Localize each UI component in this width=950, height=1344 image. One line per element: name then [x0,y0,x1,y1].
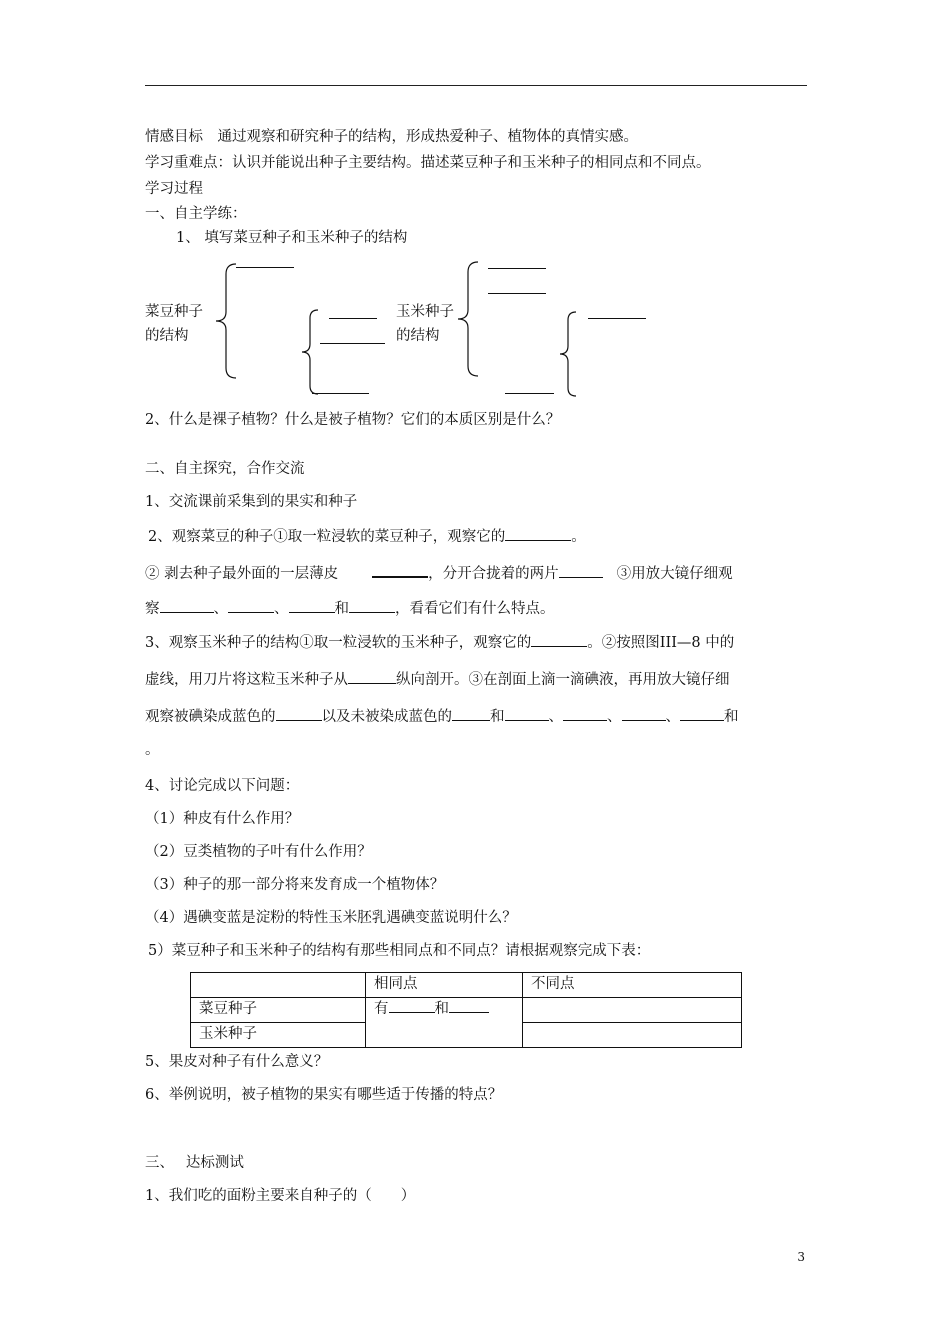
section-heading: 学习过程 [145,181,203,197]
question: （3）种子的那一部分将来发育成一个植物体？ [145,877,445,893]
text-line: 观察被碘染成蓝色的 以及未被染成蓝色的 和 、 、 、 和 [145,706,739,726]
page-number: 3 [797,1250,805,1264]
text-line: 。 [145,742,160,758]
answer-blank[interactable] [588,318,646,319]
answer-blank[interactable] [236,267,294,268]
table-row-label: 玉米种子 [191,1023,366,1048]
text-line: 4、讨论完成以下问题： [145,778,300,794]
answer-blank[interactable] [160,598,214,613]
section-heading: 三、 达标测试 [145,1155,244,1171]
table-cell [191,973,366,998]
answer-blank[interactable] [505,393,554,394]
table-cell-diff[interactable] [523,1023,742,1048]
diagram-label: 菜豆种子 [145,304,203,320]
text-line: 察 、 、 和 ，看看它们有什么特点。 [145,598,555,618]
question: 5）菜豆种子和玉米种子的结构有那些相同点和不同点？请根据观察完成下表： [148,943,651,959]
question: （2）豆类植物的子叶有什么作用？ [145,844,372,860]
answer-blank[interactable] [349,598,395,613]
question: （1）种皮有什么作用？ [145,811,300,827]
text-line: 情感目标 通过观察和研究种子的结构，形成热爱种子、植物体的真情实感。 [145,129,638,145]
answer-blank[interactable] [449,998,489,1013]
section-heading: 二、自主探究，合作交流 [145,461,305,477]
header-rule [145,85,807,86]
diagram-label: 玉米种子 [396,304,454,320]
table-header: 相同点 [366,973,523,998]
table-cell-same[interactable]: 有 和 [366,998,523,1048]
text-line: 1、交流课前采集到的果实和种子 [145,494,358,510]
table-header: 不同点 [523,973,742,998]
answer-blank[interactable] [563,706,607,721]
answer-blank[interactable] [228,598,274,613]
brace-corn-inner [558,310,578,398]
table-row-label: 菜豆种子 [191,998,366,1023]
answer-blank[interactable] [289,598,335,613]
answer-blank[interactable] [452,706,490,721]
comparison-table [190,972,742,1048]
answer-blank[interactable] [488,268,546,269]
answer-blank[interactable] [505,706,549,721]
diagram-label: 的结构 [145,328,189,344]
answer-blank[interactable] [320,343,385,344]
text-line: 虚线，用刀片将这粒玉米种子从 纵向剖开。③在剖面上滴一滴碘液，再用放大镜仔细 [145,669,730,689]
text-line: 2、观察菜豆的种子①取一粒浸软的菜豆种子，观察它的 。 [148,526,586,546]
diagram-label: 的结构 [396,328,440,344]
answer-blank[interactable] [276,706,322,721]
answer-blank[interactable] [531,632,587,647]
answer-blank[interactable] [680,706,724,721]
answer-blank[interactable] [348,669,396,684]
question: 1、我们吃的面粉主要来自种子的（ ） [145,1188,416,1204]
text-line: 3、观察玉米种子的结构①取一粒浸软的玉米种子，观察它的 。②按照图III—8 中的 [145,632,734,652]
answer-blank[interactable] [389,998,435,1013]
question: 2、什么是裸子植物？什么是被子植物？它们的本质区别是什么？ [145,412,561,428]
text-line: 学习重难点：认识并能说出种子主要结构。描述菜豆种子和玉米种子的相同点和不同点。 [145,155,711,171]
section-heading: 一、自主学练： [145,206,247,222]
answer-blank[interactable] [505,526,571,541]
question: 5、果皮对种子有什么意义？ [145,1054,329,1070]
answer-blank[interactable] [329,318,377,319]
question: （4）遇碘变蓝是淀粉的特性玉米胚乳遇碘变蓝说明什么？ [145,910,517,926]
brace-bean [214,262,238,380]
brace-bean-inner [300,308,320,396]
question: 6、举例说明，被子植物的果实有哪些适于传播的特点？ [145,1087,503,1103]
text-line: ② 剥去种子最外面的一层薄皮 ，分开合拢着的两片 ③用放大镜仔细观 [145,562,733,583]
answer-blank[interactable] [622,706,666,721]
answer-blank[interactable] [559,563,603,578]
answer-blank[interactable] [312,393,369,394]
answer-blank[interactable] [488,293,546,294]
answer-blank[interactable] [372,562,428,578]
brace-corn [456,260,480,378]
table-cell-diff[interactable] [523,998,742,1023]
text-line: 1、 填写菜豆种子和玉米种子的结构 [176,230,408,246]
